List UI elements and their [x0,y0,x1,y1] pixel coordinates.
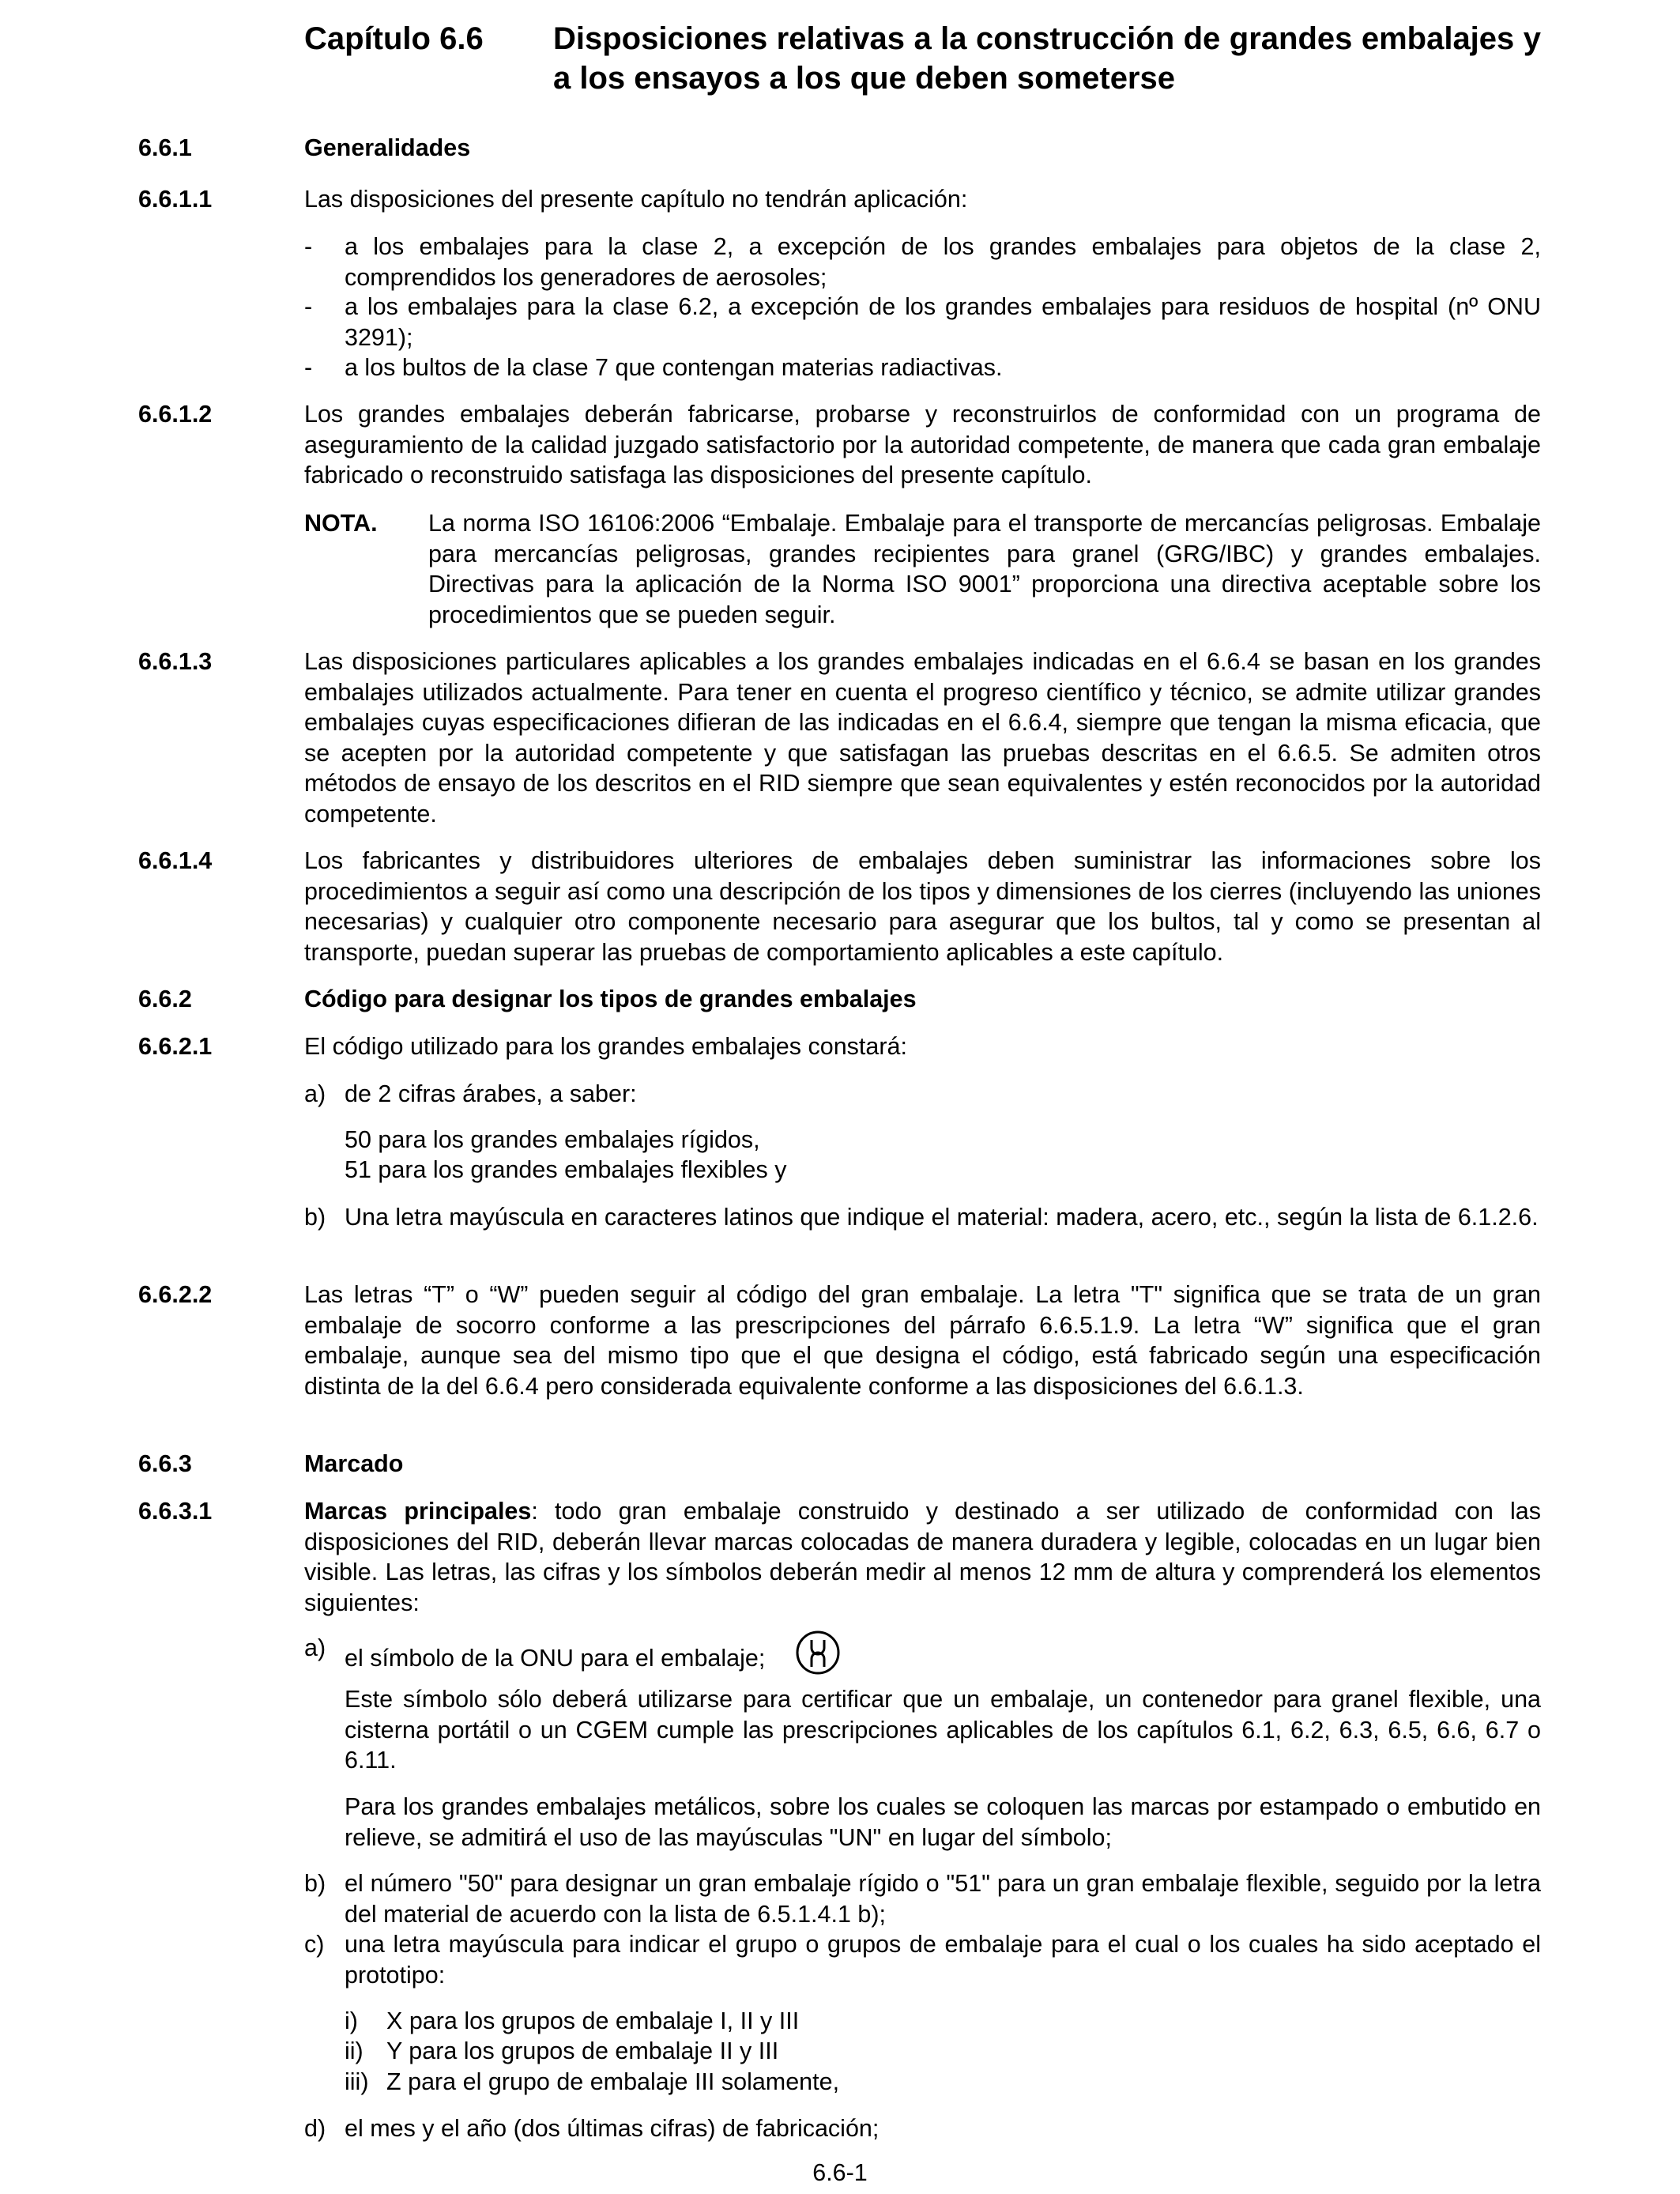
list-letter: b) [304,1204,326,1231]
list-dash: - [304,293,313,320]
sub-list-item: Y para los grupos de embalaje II y III [386,2038,779,2064]
chapter-number: Capítulo 6.6 [304,21,484,56]
paragraph-text: Las disposiciones particulares aplicables a los grandes embalajes indicadas en el 6.6.4 se basan en los grandes embalajes utilizados actualmente. Para tener en cuenta el progreso científico y técnico, se admite utilizar grandes embalajes cuyas especificaciones difieran de las indicadas en el 6.6.4, siempre que tengan la misma eficacia, que se acepten por la autoridad competente y que satisfagan las pruebas descritas en el 6.6.5. Se admiten otros métodos de ensayo de los descritos en el RID siempre que sean equivalentes y estén reconocidos por la autoridad competente. [304,648,1541,827]
list-item: una letra mayúscula para indicar el grupo o grupos de embalaje para el cual o los cuales ha sido aceptado el prototipo: [345,1931,1541,1989]
paragraph-text: Las disposiciones del presente capítulo no tendrán aplicación: [304,186,968,213]
section-number: 6.6.3 [138,1450,192,1477]
paragraph-lead: Marcas principales [304,1498,532,1525]
list-item-text: el símbolo de la ONU para el embalaje; [345,1644,766,1672]
paragraph-text: Las letras “T” o “W” pueden seguir al código del gran embalaje. La letra "T" significa que se trata de un gran embalaje de socorro conforme a las prescripciones del párrafo 6.6.5.1.9. La letra “W” significa que el gran embalaje, aunque sea del mismo tipo que el que designa el código, está fabricado según una especificación distinta de la del 6.6.4 pero considerada equivalente conforme a las disposiciones del 6.6.1.3. [304,1281,1541,1400]
note-text: La norma ISO 16106:2006 “Embalaje. Embalaje para el transporte de mercancías peligrosas. Embalaje para mercancías peligrosas, grandes recipientes para granel (GRG/IBC) y grandes embalajes. Directivas para la aplicación de la Norma ISO 9001” proporciona una directiva aceptable sobre los procedimientos que se pueden seguir. [428,510,1541,628]
list-item: a los embalajes para la clase 2, a excepción de los grandes embalajes para objetos de la clase 2, comprendidos los generadores de aerosoles; [345,233,1541,291]
list-dash: - [304,233,313,260]
section-number: 6.6.1 [138,134,192,161]
list-item [345,1633,1541,1687]
section-heading: Generalidades [304,134,471,161]
list-item: el número "50" para designar un gran embalaje rígido o "51" para un gran embalaje flexible, seguido por la letra del material de acuerdo con la lista de 6.5.1.4.1 b); [345,1870,1541,1928]
list-item: a los bultos de la clase 7 que contengan materias radiactivas. [345,354,1003,381]
list-item: el mes y el año (dos últimas cifras) de fabricación; [345,2115,880,2142]
sub-list-item: X para los grupos de embalaje I, II y III [386,2007,800,2034]
page-number: 6.6-1 [812,2159,868,2186]
list-item: de 2 cifras árabes, a saber: [345,1080,637,1107]
note-label: NOTA. [304,510,378,537]
list-letter: c) [304,1931,325,1958]
list-dash: - [304,354,313,381]
paragraph-text [304,1496,1541,1618]
roman-numeral: iii) [345,2068,369,2095]
section-number: 6.6.2 [138,986,192,1012]
un-symbol-icon [795,1630,841,1683]
roman-numeral: i) [345,2007,358,2034]
paragraph-text: Los fabricantes y distribuidores ulteriores de embalajes deben suministrar las informaciones sobre los procedimientos a seguir así como una descripción de los tipos y dimensiones de los cierres (incluyendo las uniones necesarias) y cualquier otro componente necesario para asegurar que los bultos, tal y como se presentan al transporte, puedan superar las pruebas de comportamiento aplicables a este capítulo. [304,847,1541,966]
list-letter: b) [304,1870,326,1897]
list-item: a los embalajes para la clase 6.2, a excepción de los grandes embalajes para residuos de hospital (nº ONU 3291); [345,293,1541,351]
paragraph-number: 6.6.1.2 [138,401,213,428]
code-line: 51 para los grandes embalajes flexibles y [345,1156,787,1183]
explanation-paragraph: Para los grandes embalajes metálicos, sobre los cuales se coloquen las marcas por estampado o embutido en relieve, se admitirá el uso de las mayúsculas "UN" en lugar del símbolo; [345,1793,1541,1851]
paragraph-number: 6.6.2.1 [138,1033,213,1060]
chapter-title: Disposiciones relativas a la construcción de grandes embalajes y a los ensayos a los que deben someterse [553,21,1541,96]
paragraph-body: : todo gran embalaje construido y destinado a ser utilizado de conformidad con las disposiciones del RID, deberán llevar marcas colocadas de manera duradera y legible, colocadas en un lugar bien visible. Las letras, las cifras y los símbolos deberán medir al menos 12 mm de altura y comprenderá los elementos siguientes: [304,1498,1541,1616]
list-item: Una letra mayúscula en caracteres latinos que indique el material: madera, acero, etc., según la lista de 6.1.2.6. [345,1204,1539,1231]
roman-numeral: ii) [345,2038,363,2064]
paragraph-number: 6.6.2.2 [138,1281,213,1308]
list-letter: d) [304,2115,326,2142]
section-heading: Marcado [304,1450,404,1477]
sub-list-item: Z para el grupo de embalaje III solamente, [386,2068,840,2095]
list-letter: a) [304,1634,326,1661]
code-line: 50 para los grandes embalajes rígidos, [345,1126,760,1153]
list-letter: a) [304,1080,326,1107]
paragraph-number: 6.6.1.1 [138,186,213,213]
paragraph-number: 6.6.1.4 [138,847,213,874]
paragraph-text: El código utilizado para los grandes embalajes constará: [304,1033,907,1060]
paragraph-number: 6.6.3.1 [138,1498,213,1525]
paragraph-text: Los grandes embalajes deberán fabricarse, probarse y reconstruirlos de conformidad con un programa de aseguramiento de la calidad juzgado satisfactorio por la autoridad competente, de manera que cada gran embalaje fabricado o reconstruido satisfaga las disposiciones del presente capítulo. [304,401,1541,488]
section-heading: Código para designar los tipos de grandes embalajes [304,986,917,1012]
paragraph-number: 6.6.1.3 [138,648,213,675]
explanation-paragraph: Este símbolo sólo deberá utilizarse para certificar que un embalaje, un contenedor para granel flexible, una cisterna portátil o un CGEM cumple las prescripciones aplicables de los capítulos 6.1, 6.2, 6.3, 6.5, 6.6, 6.7 o 6.11. [345,1686,1541,1774]
